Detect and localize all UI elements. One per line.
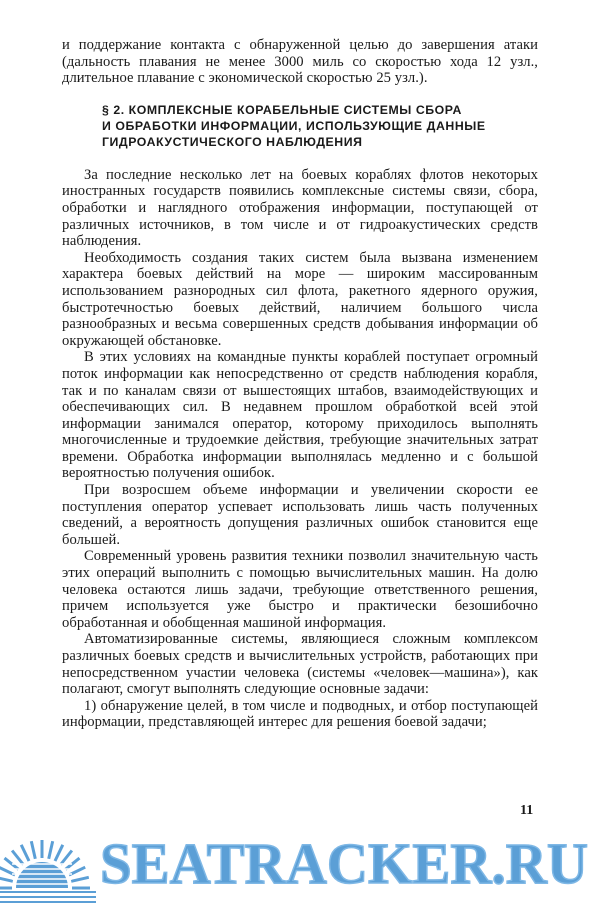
section-heading	[62, 102, 538, 150]
page-number: 11	[520, 803, 534, 818]
section-heading-line: И ОБРАБОТКИ ИНФОРМАЦИИ, ИСПОЛЬЗУЮЩИЕ ДАННЫЕ	[102, 118, 486, 133]
sun-ray	[61, 851, 72, 865]
body-paragraph: Современный уровень развития техники позволил значительную часть этих операций выполнить с помощью вычислительных машин. На долю человека остаются лишь задачи, требующие ответственного решения, причем используется уже быстро и практически безошибочно обработанная и обобщенная машиной информация.	[62, 548, 538, 631]
sun-ray	[0, 877, 13, 881]
body-paragraph: В этих условиях на командные пункты кораблей поступает огромный поток информации как непосредственно от средств наблюдения корабля, так и по каналам связи от вышестоящих штабов, взаимодействующих и обеспечивающих сил. В недавнем прошлом обработкой всей этой информации занимался оператор, которому приходилось выполнять многочисленные и трудоемкие действия, требующие значительных затрат времени. Обработка информации выполнялась медленно и с большой вероятностью получения ошибок.	[62, 349, 538, 482]
sun-ray	[12, 851, 23, 865]
sun-ray	[31, 841, 35, 859]
sun-ray	[71, 877, 89, 881]
watermark-banner	[0, 826, 601, 905]
body-paragraph: За последние несколько лет на боевых кораблях флотов некоторых иностранных государств появились комплексные системы связи, сбора, обработки и наглядного отображения информации, поступающей от различных источников, в том числе и от гидроакустических средств наблюдения.	[62, 166, 538, 250]
body-paragraph: При возросшем объеме информации и увеличении скорости ее поступления оператор успевает использовать лишь часть полученных сведений, а вероятность допущения различных ошибок становится еще большей.	[62, 482, 538, 548]
intro-paragraph: и поддержание контакта с обнаруженной целью до завершения атаки (дальность плавания не менее 3000 миль со скоростью хода 12 узл., длительное плавание с экономической скоростью 25 узл.).	[62, 37, 538, 87]
watermark-text: SEATRACKER.RU	[100, 831, 588, 896]
section-heading-line: ГИДРОАКУСТИЧЕСКОГО НАБЛЮДЕНИЯ	[102, 134, 363, 149]
sun-ray	[49, 841, 53, 859]
body-paragraph: Автоматизированные системы, являющиеся сложным комплексом различных боевых средств и вычислительных устройств, работающих при непосредственном участии человека (системы «человек—машина»), как полагают, смогут выполнять следующие основные задачи:	[62, 631, 538, 698]
sun-ray	[21, 845, 29, 861]
sun-ray	[55, 845, 63, 861]
body-paragraph: Необходимость создания таких систем была вызвана изменением характера боевых действий на море — широким массированным использованием разнородных сил флота, ракетного ядерного оружия, быстротечностью боевых действий, наличием большого числа разнообразных и весьма совершенных средств добывания информации об окружающей обстановке.	[62, 249, 538, 349]
body-paragraph: 1) обнаружение целей, в том числе и подводных, и отбор поступающей информации, представляющей интерес для решения боевой задачи;	[62, 697, 538, 731]
sun-icon	[0, 840, 96, 902]
page-body	[62, 37, 538, 731]
section-heading-line: § 2. КОМПЛЕКСНЫЕ КОРАБЕЛЬНЫЕ СИСТЕМЫ СБОРА	[102, 102, 462, 117]
